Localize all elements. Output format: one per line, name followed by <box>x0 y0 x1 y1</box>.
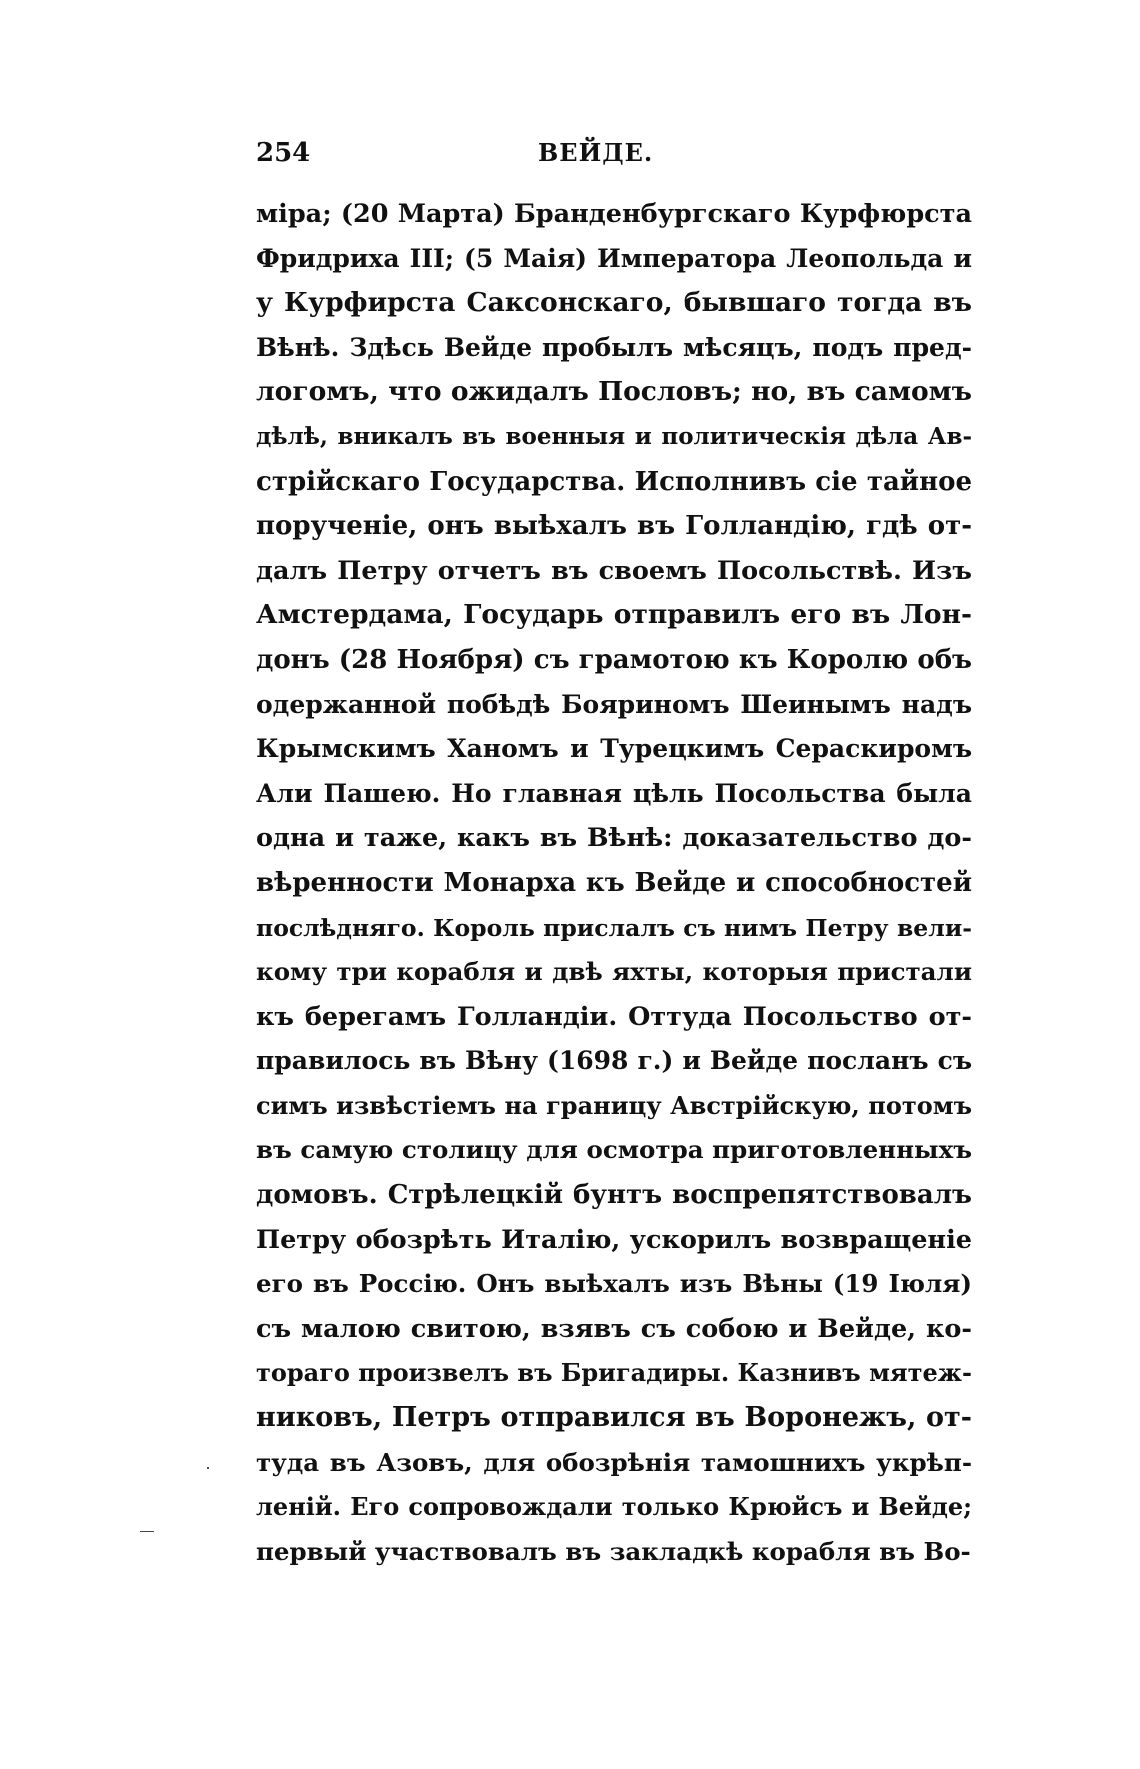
scan-speck <box>140 1531 154 1532</box>
running-head: ВЕЙДЕ. <box>538 138 654 167</box>
text-line: туда въ Азовъ, для обозрѣнія тамошнихъ укрѣп- <box>256 1447 972 1477</box>
page-header <box>256 138 972 178</box>
text-line: далъ Петру отчетъ въ своемъ Посольствѣ. Изъ <box>256 555 972 586</box>
text-line: леній. Его сопровождали только Крюйсъ и Вейде; <box>256 1492 972 1522</box>
text-line: послѣдняго. Король прислалъ съ нимъ Петру вели- <box>256 913 972 942</box>
text-line: симъ извѣстіемъ на границу Австрійскую, потомъ <box>256 1090 972 1120</box>
page-number: 254 <box>256 138 311 168</box>
body-text <box>256 192 972 1574</box>
text-line: тораго произвелъ въ Бригадиры. Казнивъ мятеж- <box>256 1358 972 1388</box>
text-line: къ берегамъ Голландіи. Оттуда Посольство от- <box>256 1001 972 1032</box>
text-line: у Курфирста Саксонскаго, бывшаго тогда въ <box>256 287 972 319</box>
scan-speck <box>207 1467 209 1469</box>
text-line: Амстердама, Государь отправилъ его въ Лон- <box>256 599 972 631</box>
text-line: Фридриха III; (5 Маія) Императора Леопольда и <box>256 243 972 273</box>
text-line: правилось въ Вѣну (1698 г.) и Вейде посланъ съ <box>256 1046 972 1076</box>
text-line: порученіе, онъ выѣхалъ въ Голландію, гдѣ от- <box>256 511 972 542</box>
text-line: его въ Россію. Онъ выѣхалъ изъ Вѣны (19 Іюля) <box>256 1269 972 1299</box>
text-line: стрійскаго Государства. Исполнивъ сіе тайное <box>256 466 972 497</box>
text-line: Али Пашею. Но главная цѣль Посольства была <box>256 778 972 808</box>
text-line: первый участвовалъ въ закладкѣ корабля въ Во- <box>256 1536 971 1566</box>
text-line: домовъ. Стрѣлецкій бунтъ воспрепятствовалъ <box>256 1180 972 1211</box>
text-line: въ самую столицу для осмотра приготовленныхъ <box>256 1135 972 1165</box>
text-line: міра; (20 Марта) Бранденбургскаго Курфюрста <box>256 199 972 229</box>
text-line: Крымскимъ Ханомъ и Турецкимъ Сераскиромъ <box>256 734 972 764</box>
text-line: дѣлѣ, вникалъ въ военныя и политическія дѣла Ав- <box>256 422 972 450</box>
text-line: логомъ, что ожидалъ Пословъ; но, въ самомъ <box>256 376 972 408</box>
text-line: никовъ, Петръ отправился въ Воронежъ, от- <box>256 1402 972 1434</box>
text-line: Петру обозрѣть Италію, ускорилъ возвращеніе <box>256 1224 972 1255</box>
text-line: вѣренности Монарха къ Вейде и способностей <box>256 867 972 898</box>
text-line: кому три корабля и двѣ яхты, которыя пристали <box>256 957 972 987</box>
text-line: одержанной побѣдѣ Бояриномъ Шеинымъ надъ <box>256 689 972 719</box>
text-line: Вѣнѣ. Здѣсь Вейде пробылъ мѣсяцъ, подъ пред- <box>256 332 972 362</box>
text-line: донъ (28 Ноября) съ грамотою къ Королю объ <box>256 644 972 675</box>
text-line: одна и таже, какъ въ Вѣнѣ: доказательство до- <box>256 823 972 854</box>
text-line: съ малою свитою, взявъ съ собою и Вейде, ко- <box>256 1313 972 1344</box>
